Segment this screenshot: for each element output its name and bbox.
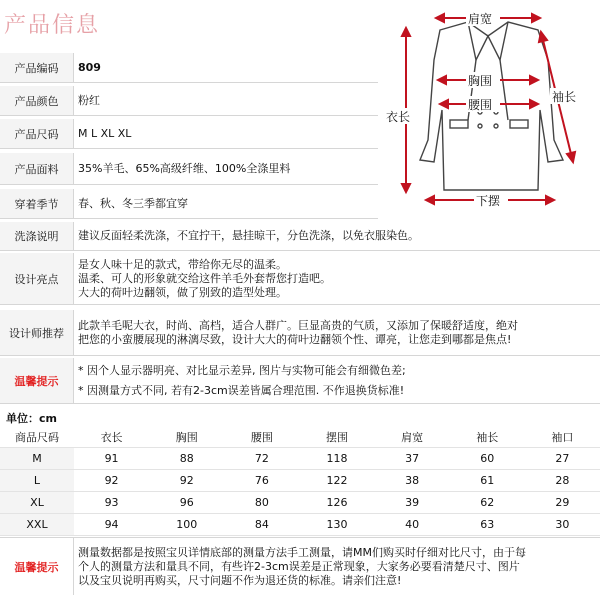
row-label: 产品颜色 xyxy=(0,86,74,115)
page-title: 产品信息 xyxy=(4,13,101,38)
table-header-cell: 摆围 xyxy=(299,426,374,448)
table-cell: XL xyxy=(0,492,74,514)
table-cell: 62 xyxy=(450,492,525,514)
table-cell: 100 xyxy=(149,514,224,536)
table-header-cell: 商品尺码 xyxy=(0,426,74,448)
table-cell: 92 xyxy=(74,470,149,492)
row-label: 设计亮点 xyxy=(0,253,74,304)
row-value xyxy=(78,538,594,595)
shoulder-label: 肩宽 xyxy=(468,12,493,26)
table-header-cell: 袖长 xyxy=(450,426,525,448)
table-header-cell: 袖口 xyxy=(525,426,600,448)
row-label: 温馨提示 xyxy=(0,538,74,595)
table-cell: 63 xyxy=(450,514,525,536)
table-cell: 80 xyxy=(224,492,299,514)
row-tips xyxy=(0,358,600,404)
table-cell: L xyxy=(0,470,74,492)
table-header-cell: 腰围 xyxy=(224,426,299,448)
table-cell: 27 xyxy=(525,448,600,470)
row-label: 洗涤说明 xyxy=(0,222,74,250)
table-cell: 61 xyxy=(450,470,525,492)
row-label: 穿着季节 xyxy=(0,189,74,218)
unit-label: 单位：cm xyxy=(6,412,57,425)
footer-line: 个人的测量方法和量具不同，有些许2-3cm误差是正常现象，大家务必要看清楚尺寸、图片 xyxy=(78,559,520,573)
row-value: M L XL XL xyxy=(78,126,132,140)
table-cell: 126 xyxy=(299,492,374,514)
table-cell: 29 xyxy=(525,492,600,514)
row-value xyxy=(78,310,594,355)
table-cell: 40 xyxy=(375,514,450,536)
footer-line: 测量数据都是按照宝贝详情底部的测量方法手工测量，请MM们购买时仔细对比尺寸，由于每 xyxy=(78,545,526,559)
row-season xyxy=(0,189,378,219)
row-label: 产品尺码 xyxy=(0,119,74,148)
table-cell: 30 xyxy=(525,514,600,536)
table-cell: 94 xyxy=(74,514,149,536)
table-header-cell: 肩宽 xyxy=(375,426,450,448)
chest-label: 胸围 xyxy=(468,74,493,88)
sleeve-label: 袖长 xyxy=(552,90,577,104)
row-value xyxy=(78,358,594,403)
designer-line: 把您的小蛮腰展现的淋漓尽致，设计大大的荷叶边翻领个性、谭亮，让您走到哪都是焦点! xyxy=(78,332,512,346)
table-cell: 130 xyxy=(299,514,374,536)
row-value: 建议反面轻柔洗涤，不宜拧干，悬挂晾干，分色洗涤，以免衣服染色。 xyxy=(78,229,419,242)
row-designer-recommendation xyxy=(0,310,600,356)
design-line: 大大的荷叶边翻领，做了别致的造型处理。 xyxy=(78,285,287,299)
row-footer-tips xyxy=(0,537,600,595)
tips-line: * 因测量方式不同, 若有2-3cm误差皆属合理范围. 不作退换货标准! xyxy=(78,383,405,397)
row-label: 设计师推荐 xyxy=(0,310,74,355)
table-row xyxy=(0,470,600,492)
design-line: 是女人味十足的款式，带给你无尽的温柔。 xyxy=(78,257,287,271)
length-label: 衣长 xyxy=(386,110,411,124)
designer-line: 此款羊毛呢大衣，时尚、高档，适合人群广。巨显高贵的气质，又添加了保暖舒适度，绝对 xyxy=(78,318,518,332)
row-product-fabric xyxy=(0,153,378,185)
row-value: 809 xyxy=(78,60,101,74)
footer-line: 以及宝贝说明再购买，尺寸问题不作为退还货的标准。请亲们注意! xyxy=(78,573,402,587)
table-cell: 72 xyxy=(224,448,299,470)
table-header-cell: 衣长 xyxy=(74,426,149,448)
size-table xyxy=(0,426,600,536)
row-product-color xyxy=(0,86,378,116)
table-cell: 38 xyxy=(375,470,450,492)
table-header-row xyxy=(0,426,600,448)
table-row xyxy=(0,448,600,470)
table-row xyxy=(0,514,600,536)
table-cell: 37 xyxy=(375,448,450,470)
table-header-cell: 胸围 xyxy=(149,426,224,448)
table-cell: 118 xyxy=(299,448,374,470)
table-cell: M xyxy=(0,448,74,470)
row-value: 35%羊毛、65%高级纤维、100%全涤里料 xyxy=(78,161,291,175)
design-line: 温柔、可人的形象就交给这件羊毛外套帮您打造吧。 xyxy=(78,271,331,285)
hem-label: 下摆 xyxy=(476,194,501,208)
table-cell: 88 xyxy=(149,448,224,470)
table-row xyxy=(0,492,600,514)
table-cell: 84 xyxy=(224,514,299,536)
waist-label: 腰围 xyxy=(468,98,493,112)
tips-line: * 因个人显示器明亮、对比显示差异, 图片与实物可能会有细微色差; xyxy=(78,363,406,377)
row-value: 春、秋、冬三季都宜穿 xyxy=(78,196,188,210)
row-value: 粉红 xyxy=(78,93,100,107)
table-cell: 91 xyxy=(74,448,149,470)
table-cell: 92 xyxy=(149,470,224,492)
row-label: 产品面料 xyxy=(0,153,74,184)
table-cell: 39 xyxy=(375,492,450,514)
table-cell: 28 xyxy=(525,470,600,492)
row-product-size xyxy=(0,119,378,149)
table-cell: 60 xyxy=(450,448,525,470)
row-product-code xyxy=(0,53,378,83)
row-design-highlights xyxy=(0,253,600,305)
table-cell: XXL xyxy=(0,514,74,536)
row-value xyxy=(78,253,594,304)
row-label: 产品编码 xyxy=(0,53,74,82)
table-cell: 122 xyxy=(299,470,374,492)
table-cell: 93 xyxy=(74,492,149,514)
row-washing xyxy=(0,222,600,251)
table-cell: 96 xyxy=(149,492,224,514)
table-cell: 76 xyxy=(224,470,299,492)
garment-measurement-figure xyxy=(378,0,600,215)
row-label: 温馨提示 xyxy=(0,358,74,403)
